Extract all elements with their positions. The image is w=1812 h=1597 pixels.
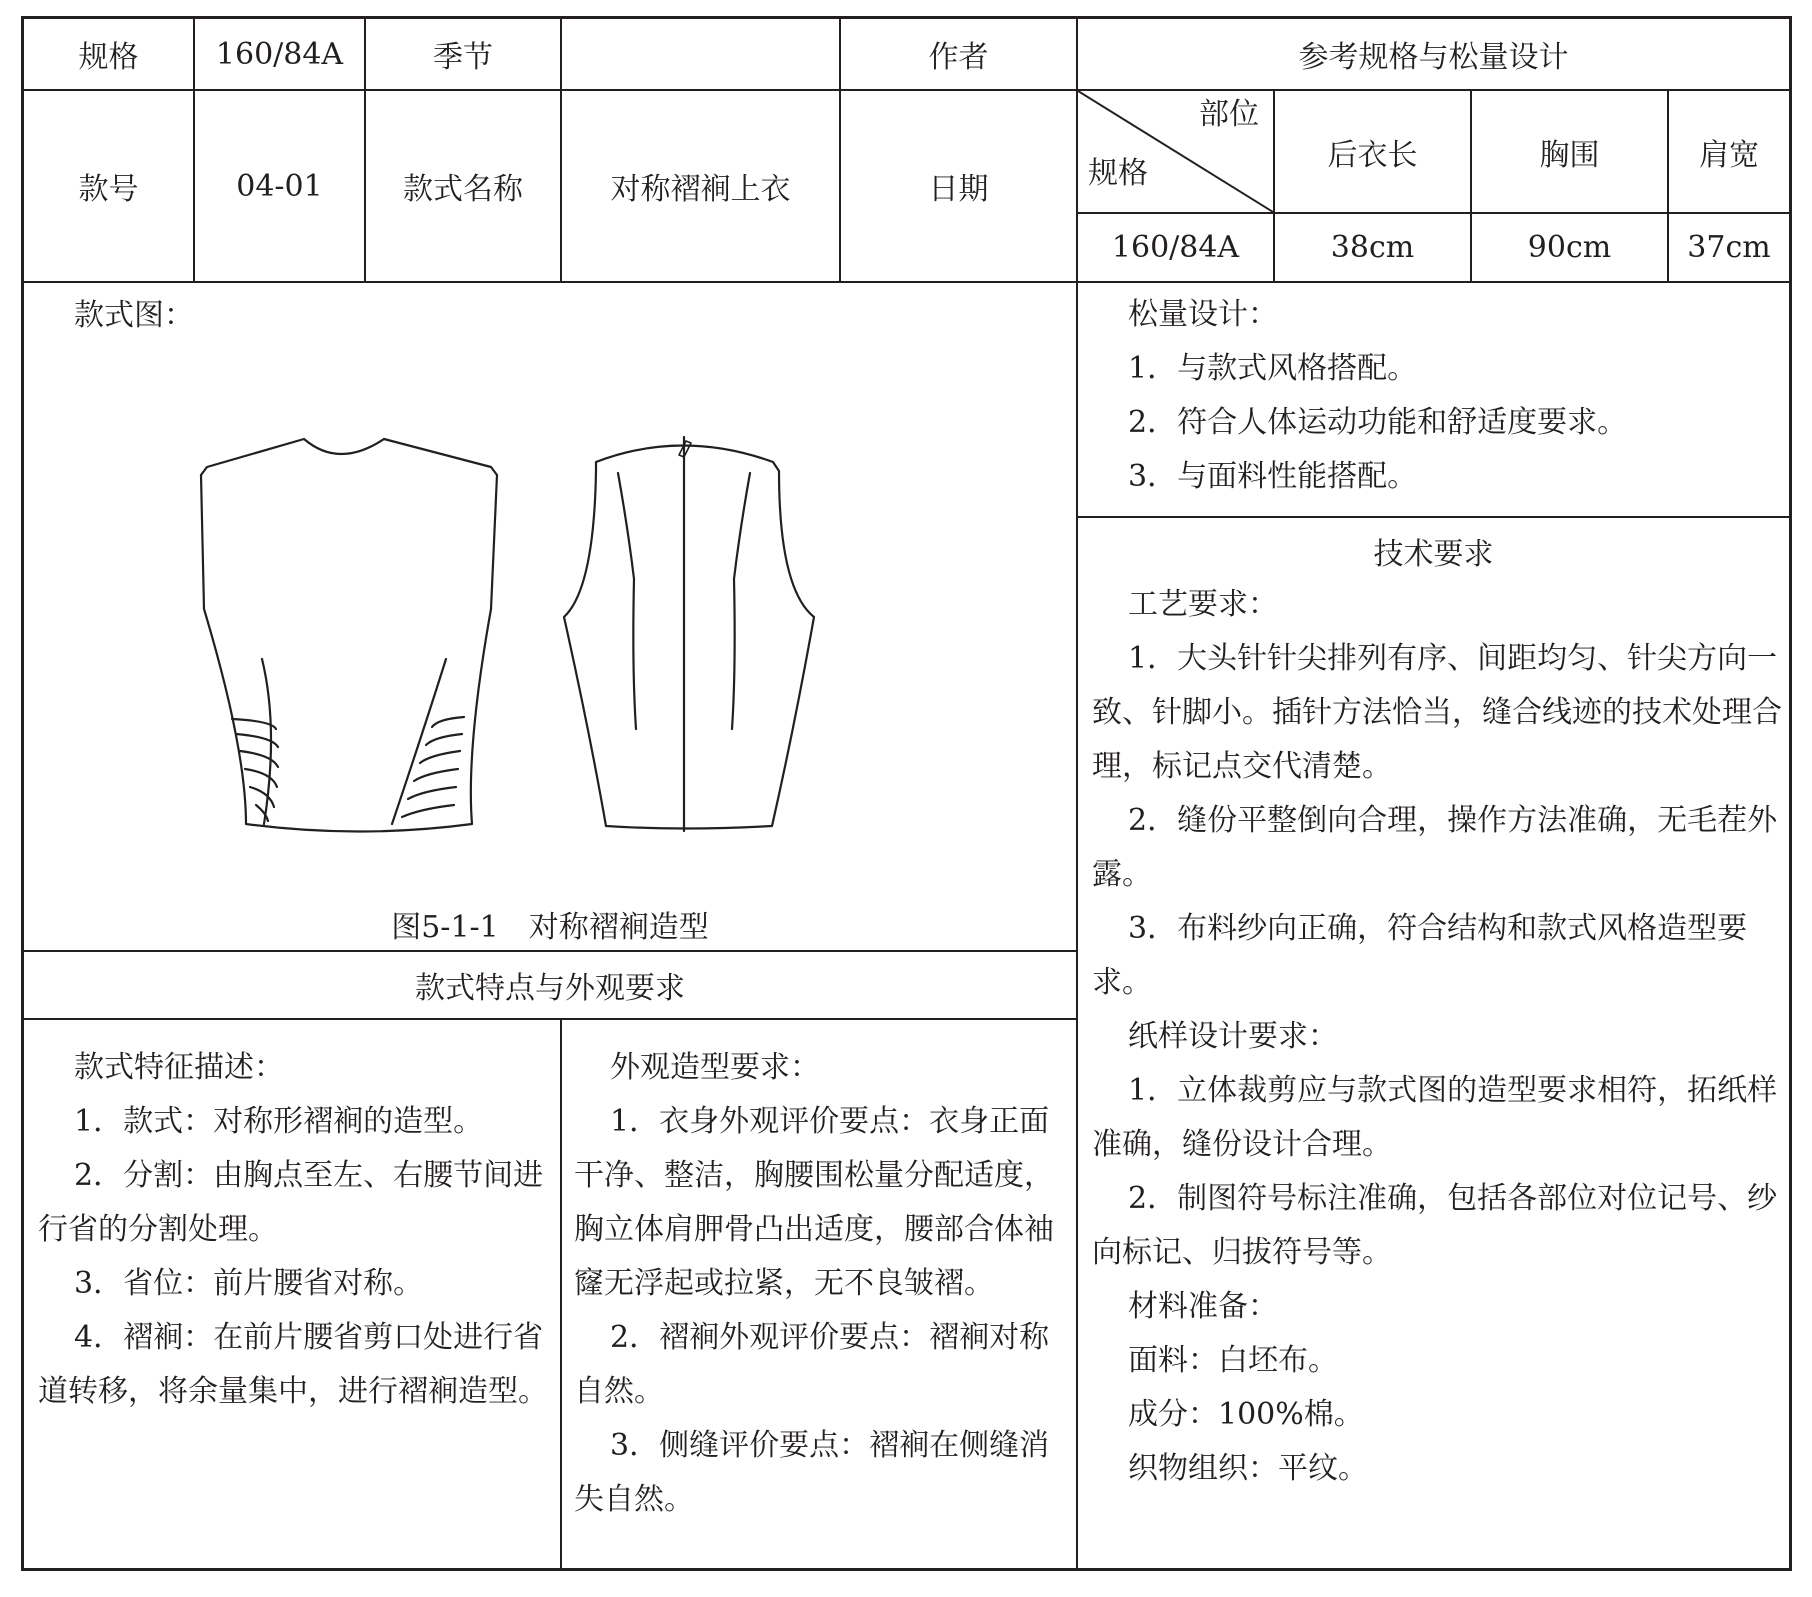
ease-item: 2．符合人体运动功能和舒适度要求。	[1128, 405, 1628, 440]
material-item: 面料：白坯布。	[1128, 1343, 1338, 1378]
season-label: 季节	[433, 40, 493, 75]
material-title: 材料准备：	[1128, 1289, 1278, 1324]
style-no-value: 04-01	[236, 168, 323, 204]
desc-item: 3．省位：前片腰省对称。	[74, 1266, 424, 1301]
style-image-label: 款式图：	[74, 298, 194, 333]
appearance-item: 1．衣身外观评价要点：衣身正面干净、整洁，胸腰围松量分配适度，胸立体肩胛骨凸出适度，腰部合体袖窿无浮起或拉紧，无不良皱褶。	[574, 1104, 1054, 1301]
row-divider	[24, 281, 1789, 283]
technical-title: 技术要求	[1373, 537, 1494, 572]
spec-sheet-table	[21, 16, 1792, 1571]
diag-top-label: 部位	[1199, 97, 1259, 132]
season-value	[562, 19, 839, 89]
author-label: 作者	[928, 40, 989, 75]
features-section-title: 款式特点与外观要求	[415, 971, 685, 1006]
ease-item: 1．与款式风格搭配。	[1128, 351, 1418, 386]
ref-title: 参考规格与松量设计	[1298, 40, 1569, 75]
row-divider	[24, 1018, 1076, 1020]
craft-title: 工艺要求：	[1128, 587, 1278, 622]
col-chest: 胸围	[1539, 137, 1600, 173]
style-name-value: 对称褶裥上衣	[610, 172, 791, 207]
craft-item: 1．大头针针尖排列有序、间距均匀、针尖方向一致、针脚小。插针方法恰当，缝合线迹的技术处理合理，标记点交代清楚。	[1092, 641, 1782, 784]
craft-item: 2．缝份平整倒向合理，操作方法准确，无毛茬外露。	[1092, 803, 1778, 892]
shoulder-value: 37cm	[1687, 230, 1771, 265]
figure-caption: 图5-1-1 对称褶裥造型	[391, 910, 709, 945]
spec-value: 160/84A	[215, 36, 344, 72]
size-row-label: 160/84A	[1111, 230, 1240, 265]
diag-bottom-label: 规格	[1088, 156, 1148, 191]
back-view	[564, 437, 814, 831]
pattern-item: 2．制图符号标注准确，包括各部位对位记号、纱向标记、归拔符号等。	[1092, 1181, 1778, 1270]
ease-item: 3．与面料性能搭配。	[1128, 459, 1418, 494]
pattern-title: 纸样设计要求：	[1128, 1019, 1338, 1054]
craft-item: 3．布料纱向正确，符合结构和款式风格造型要求。	[1092, 911, 1748, 1000]
material-item: 织物组织：平纹。	[1128, 1451, 1368, 1486]
chest-value: 90cm	[1527, 230, 1612, 265]
appearance-item: 3．侧缝评价要点：褶裥在侧缝消失自然。	[574, 1428, 1050, 1517]
appearance-requirements	[574, 1041, 1064, 1527]
col-back-length: 后衣长	[1327, 137, 1418, 173]
date-label: 日期	[928, 172, 989, 207]
col-divider	[560, 1018, 562, 1571]
desc-title: 款式特征描述：	[74, 1050, 284, 1085]
ease-title: 松量设计：	[1128, 297, 1278, 332]
desc-item: 2．分割：由胸点至左、右腰节间进行省的分割处理。	[38, 1158, 544, 1247]
ease-design	[1092, 288, 1782, 504]
garment-illustration	[194, 429, 934, 849]
desc-item: 4．褶裥：在前片腰省剪口处进行省道转移，将余量集中，进行褶裥造型。	[38, 1320, 548, 1409]
col-shoulder: 肩宽	[1699, 137, 1759, 173]
desc-item: 1．款式：对称形褶裥的造型。	[74, 1104, 484, 1139]
row-divider	[1076, 516, 1789, 518]
front-view	[201, 439, 497, 832]
style-description	[38, 1041, 548, 1419]
spec-label: 规格	[78, 40, 139, 75]
material-item: 成分：100%棉。	[1128, 1397, 1364, 1432]
appearance-item: 2．褶裥外观评价要点：褶裥对称自然。	[574, 1320, 1050, 1409]
style-name-label: 款式名称	[403, 172, 523, 207]
technical-requirements	[1092, 578, 1782, 1496]
pattern-item: 1．立体裁剪应与款式图的造型要求相符，拓纸样准确，缝份设计合理。	[1092, 1073, 1778, 1162]
back-length-value: 38cm	[1330, 230, 1415, 265]
style-no-label: 款号	[78, 172, 139, 207]
appearance-title: 外观造型要求：	[610, 1050, 820, 1085]
